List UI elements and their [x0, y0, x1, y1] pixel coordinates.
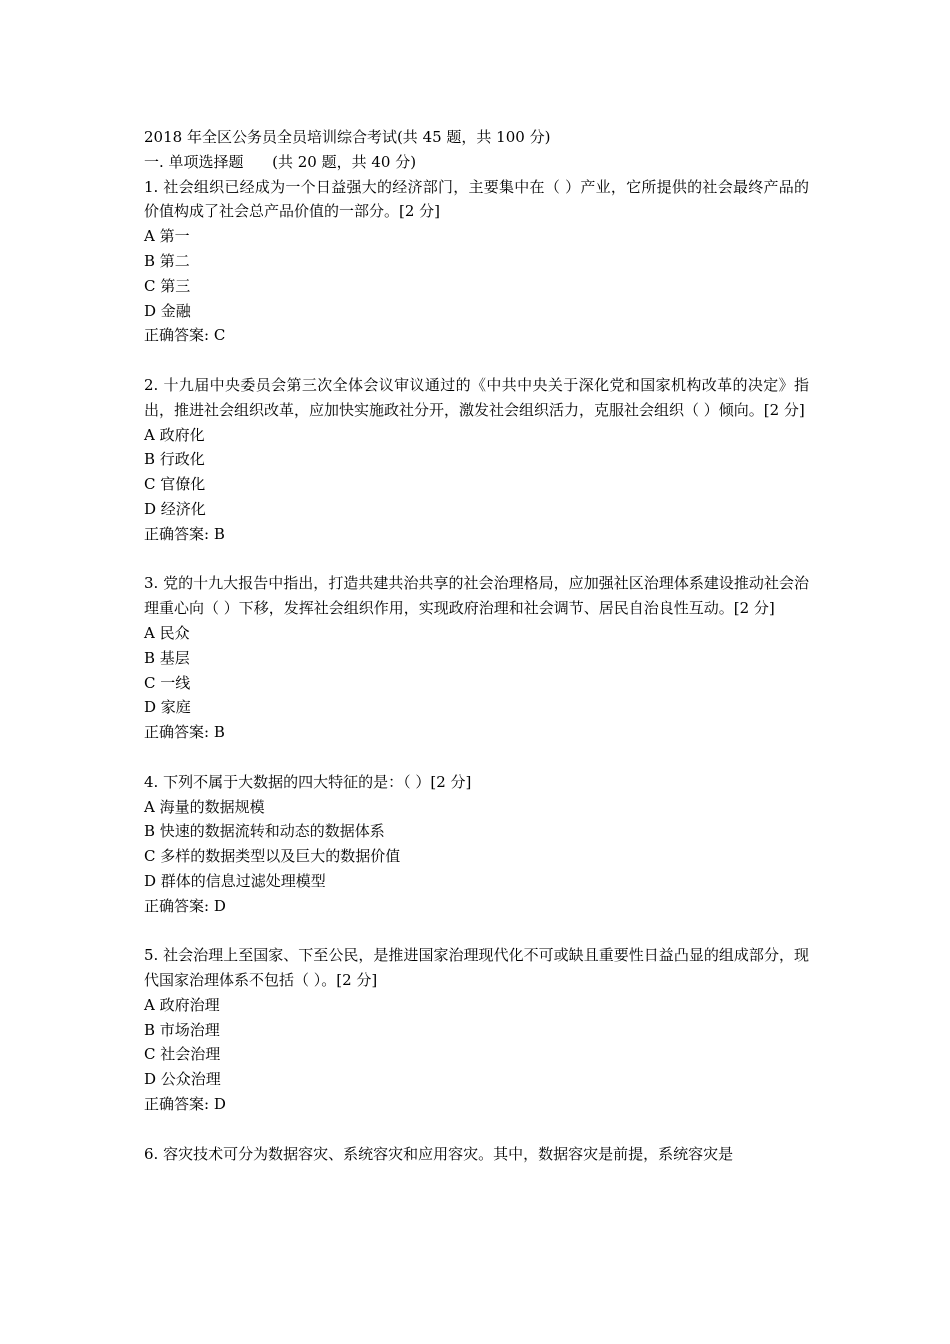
option-a: A 第一 — [144, 227, 190, 246]
option-b: B 市场治理 — [144, 1020, 220, 1039]
option-b: B 基层 — [144, 648, 190, 667]
option-a: A 海量的数据规模 — [144, 797, 265, 816]
question-stem: 1. 社会组织已经成为一个日益强大的经济部门，主要集中在（ ）产业，它所提供的社会最终产品的价值构成了社会总产品价值的一部分。[2 分] — [144, 177, 809, 221]
correct-answer: 正确答案: D — [144, 896, 226, 915]
option-a: A 政府化 — [144, 425, 205, 444]
question-5 — [144, 943, 809, 1117]
option-b: B 第二 — [144, 251, 190, 270]
exam-title: 2018 年全区公务员全员培训综合考试(共 45 题，共 100 分) — [144, 128, 551, 146]
question-4 — [144, 770, 809, 919]
option-b: B 行政化 — [144, 450, 205, 469]
option-a: A 民众 — [144, 623, 190, 642]
option-c: C 多样的数据类型以及巨大的数据价值 — [144, 847, 401, 866]
question-1 — [144, 175, 809, 349]
correct-answer: 正确答案: B — [144, 524, 225, 543]
option-c: C 第三 — [144, 276, 191, 295]
question-stem: 4. 下列不属于大数据的四大特征的是：（ ）[2 分] — [144, 772, 472, 791]
question-stem: 5. 社会治理上至国家、下至公民，是推进国家治理现代化不可或缺且重要性日益凸显的组成部分，现代国家治理体系不包括（ ）。[2 分] — [144, 946, 809, 990]
option-a: A 政府治理 — [144, 995, 220, 1014]
question-3 — [144, 571, 809, 745]
section-heading: 一. 单项选择题 (共 20 题，共 40 分) — [144, 152, 417, 171]
question-stem: 2. 十九届中央委员会第三次全体会议审议通过的《中共中央关于深化党和国家机构改革的决定》指出，推进社会组织改革，应加快实施政社分开，激发社会组织活力，克服社会组织（ ）倾向。[2 分] — [144, 375, 809, 419]
correct-answer: 正确答案: B — [144, 723, 225, 742]
question-stem: 6. 容灾技术可分为数据容灾、系统容灾和应用容灾。其中，数据容灾是前提，系统容灾是 — [144, 1144, 734, 1163]
option-d: D 金融 — [144, 301, 191, 320]
question-stem: 3. 党的十九大报告中指出，打造共建共治共享的社会治理格局，应加强社区治理体系建设推动社会治理重心向（ ）下移，发挥社会组织作用，实现政府治理和社会调节、居民自治良性互动。[2 分] — [144, 574, 809, 618]
option-b: B 快速的数据流转和动态的数据体系 — [144, 822, 385, 841]
correct-answer: 正确答案: C — [144, 326, 226, 345]
option-d: D 经济化 — [144, 499, 206, 518]
option-d: D 家庭 — [144, 698, 191, 717]
option-d: D 公众治理 — [144, 1070, 221, 1089]
option-c: C 官僚化 — [144, 475, 206, 494]
question-6 — [144, 1142, 809, 1167]
correct-answer: 正确答案: D — [144, 1095, 226, 1114]
option-c: C 一线 — [144, 673, 191, 692]
document-page — [144, 125, 809, 1166]
option-c: C 社会治理 — [144, 1045, 221, 1064]
question-2 — [144, 373, 809, 547]
option-d: D 群体的信息过滤处理模型 — [144, 871, 326, 890]
